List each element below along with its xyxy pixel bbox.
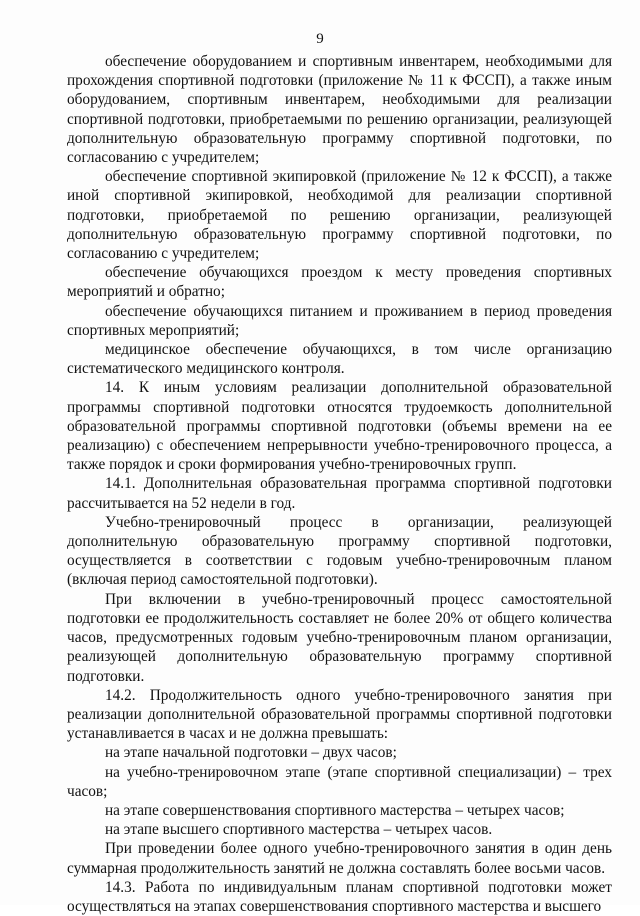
list-item: на учебно-тренировочном этапе (этапе спортивной специализации) – трех часов; <box>67 763 612 800</box>
page-number: 9 <box>316 31 324 47</box>
paragraph: 14.1. Дополнительная образовательная программа спортивной подготовки рассчитывается на 52 недели в год. <box>67 475 612 512</box>
paragraph: обеспечение оборудованием и спортивным инвентарем, необходимыми для прохождения спортивной подготовки (приложение № 11 к ФССП), а также иным оборудованием, спортивным инвентарем, необходимыми для реализации спортивной подготовки, приобретаемыми по решению организации, реализующей дополнительную образовательную программу спортивной подготовки, по согласованию с учредителем; <box>67 53 612 167</box>
document-body <box>67 52 612 916</box>
paragraph: медицинское обеспечение обучающихся, в том числе организацию систематического медицинского контроля. <box>67 341 612 378</box>
paragraph: 14.2. Продолжительность одного учебно-тренировочного занятия при реализации дополнительной образовательной программы спортивной подготовки устанавливается в часах и не должна превышать: <box>67 686 612 743</box>
paragraph: При включении в учебно-тренировочный процесс самостоятельной подготовки ее продолжительность составляет не более 20% от общего количества часов, предусмотренных годовым учебно-тренировочным планом организации, реализующей дополнительную образовательную программу спортивной подготовки. <box>67 590 612 685</box>
list-item: на этапе начальной подготовки – двух часов; <box>105 744 397 762</box>
paragraph: обеспечение спортивной экипировкой (приложение № 12 к ФССП), а также иной спортивной экипировкой, необходимой для реализации спортивной подготовки, приобретаемой по решению организации, реализующей дополнительную образовательную программу спортивной подготовки, по согласованию с учредителем; <box>67 168 612 263</box>
paragraph: 14.3. Работа по индивидуальным планам спортивной подготовки может осуществляться на этапах совершенствования спортивного мастерства и высшего <box>67 878 612 915</box>
list-item: на этапе совершенствования спортивного мастерства – четырех часов; <box>105 801 565 819</box>
paragraph: 14. К иным условиям реализации дополнительной образовательной программы спортивной подготовки относятся трудоемкость дополнительной образовательной программы спортивной подготовки (объемы времени на ее реализацию) с обеспечением непрерывности учебно-тренировочного процесса, а также порядок и сроки формирования учебно-тренировочных групп. <box>67 379 612 474</box>
paragraph: обеспечение обучающихся питанием и проживанием в период проведения спортивных мероприятий; <box>67 302 612 339</box>
paragraph: При проведении более одного учебно-тренировочного занятия в один день суммарная продолжительность занятий не должна составлять более восьми часов. <box>67 840 612 877</box>
paragraph: Учебно-тренировочный процесс в организации, реализующей дополнительную образовательную программу спортивной подготовки, осуществляется в соответствии с годовым учебно-тренировочным планом (включая период самостоятельной подготовки). <box>67 513 612 589</box>
list-item: на этапе высшего спортивного мастерства – четырех часов. <box>105 821 493 839</box>
paragraph: обеспечение обучающихся проездом к месту проведения спортивных мероприятий и обратно; <box>67 264 612 301</box>
